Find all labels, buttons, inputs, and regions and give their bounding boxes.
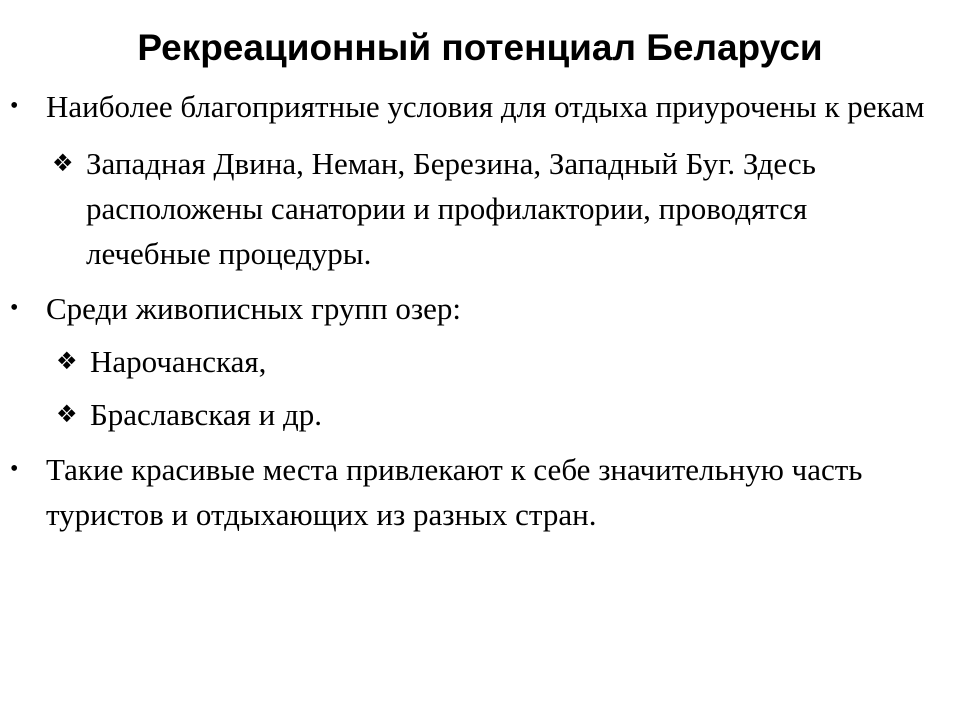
bullet-item bbox=[0, 84, 960, 129]
sub-bullet-item bbox=[0, 392, 960, 437]
bullet-dot-icon: • bbox=[10, 295, 19, 321]
sub-bullet-text: Западная Двина, Неман, Березина, Западный Буг. Здесь расположены санатории и профилактории, проводятся лечебные процедуры. bbox=[86, 146, 816, 271]
diamond-bullet-icon: ❖ bbox=[56, 400, 78, 428]
slide-title: Рекреационный потенциал Беларуси bbox=[137, 27, 823, 68]
bullet-item bbox=[0, 286, 960, 331]
bullet-text: Такие красивые места привлекают к себе значительную часть туристов и отдыхающих из разных стран. bbox=[46, 452, 863, 532]
bullet-text: Среди живописных групп озер: bbox=[46, 291, 462, 326]
slide-content bbox=[0, 84, 960, 537]
sub-bullet-item bbox=[0, 339, 960, 384]
bullet-text: Наиболее благоприятные условия для отдыха приурочены к рекам bbox=[46, 89, 925, 124]
sub-bullet-text: Браславская и др. bbox=[90, 397, 322, 432]
bullet-item bbox=[0, 447, 960, 537]
sub-bullet-text: Нарочанская, bbox=[90, 344, 267, 379]
bullet-dot-icon: • bbox=[10, 93, 19, 119]
bullet-dot-icon: • bbox=[10, 456, 19, 482]
sub-bullet-item bbox=[0, 141, 960, 276]
diamond-bullet-icon: ❖ bbox=[56, 347, 78, 375]
diamond-bullet-icon: ❖ bbox=[52, 149, 74, 177]
